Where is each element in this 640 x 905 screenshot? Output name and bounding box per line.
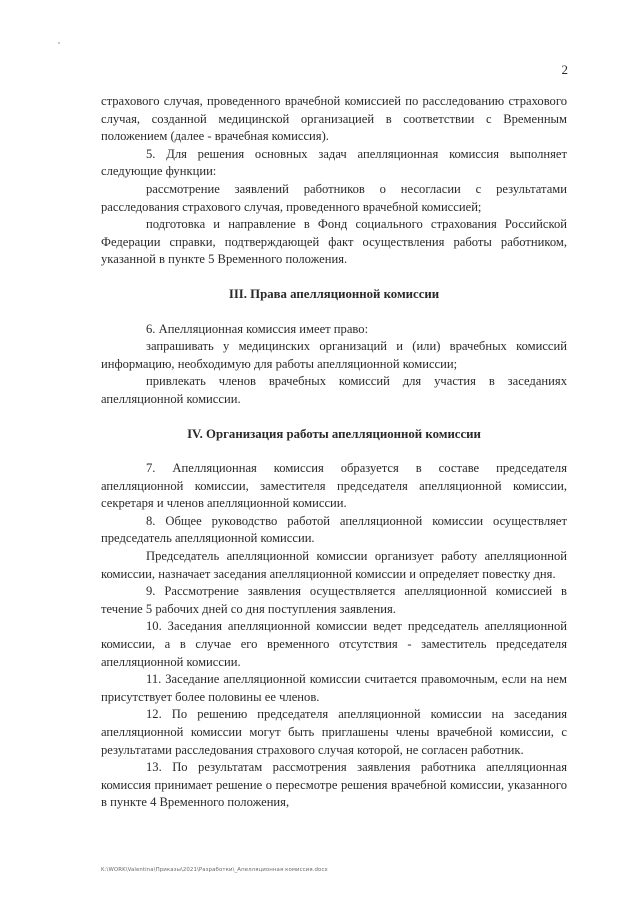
footer-file-path: K:\WORK\Valentina\Приказы\2021\Разработки\_Апелляционная комиссия.docx — [101, 867, 328, 873]
page-number: 2 — [561, 62, 568, 77]
paragraph-right-2: привлекать членов врачебных комиссий для участия в заседаниях апелляционной комиссии. — [101, 374, 567, 406]
paragraph-item-10: 10. Заседания апелляционной комиссии ведет председатель апелляционной комиссии, а в случае его временного отсутствия - заместитель председателя апелляционной комиссии. — [101, 619, 567, 669]
section-heading-3: III. Права апелляционной комиссии — [228, 286, 440, 301]
paragraph-item-5: 5. Для решения основных задач апелляционная комиссия выполняет следующие функции: — [101, 146, 567, 179]
paragraph-item-6: 6. Апелляционная комиссия имеет право: — [146, 321, 369, 336]
scan-speck — [58, 42, 60, 44]
paragraph-item-9: 9. Рассмотрение заявления осуществляется апелляционной комиссией в течение 5 рабочих дней со дня поступления заявления. — [101, 584, 567, 616]
section-heading-4: IV. Организация работы апелляционной комиссии — [187, 426, 481, 441]
paragraph-item-11: 11. Заседание апелляционной комиссии считается правомочным, если на нем присутствует более половины ее членов. — [101, 672, 567, 704]
document-body — [101, 93, 567, 812]
paragraph-continuation: страхового случая, проведенного врачебной комиссией по расследованию страхового случая, созданной медицинской организацией в соответствии с Временным положением (далее - врачебная комиссия). — [101, 94, 567, 144]
paragraph-chairman: Председатель апелляционной комиссии организует работу апелляционной комиссии, назначает заседания апелляционной комиссии и определяет повестку дня. — [101, 549, 567, 581]
paragraph-function-2: подготовка и направление в Фонд социального страхования Российской Федерации справки, подтверждающей факт осуществления работы работником, указанной в пункте 5 Временного положения. — [101, 217, 567, 267]
paragraph-function-1: рассмотрение заявлений работников о несогласии с результатами расследования страхового случая, проведенного врачебной комиссией; — [101, 181, 567, 214]
paragraph-item-13: 13. По результатам рассмотрения заявления работника апелляционная комиссия принимает решение о пересмотре решения врачебной комиссии, указанного в пункте 4 Временного положения, — [101, 760, 567, 810]
paragraph-item-7: 7. Апелляционная комиссия образуется в составе председателя апелляционной комиссии, заместителя председателя апелляционной комиссии, секретаря и членов апелляционной комиссии. — [101, 461, 567, 511]
paragraph-right-1: запрашивать у медицинских организаций и (или) врачебных комиссий информацию, необходимую для работы апелляционной комиссии; — [101, 339, 567, 371]
paragraph-item-12: 12. По решению председателя апелляционной комиссии на заседания апелляционной комиссии могут быть приглашены члены врачебной комиссии, с результатами расследования страхового случая которой, не согласен работник. — [101, 707, 567, 757]
paragraph-item-8: 8. Общее руководство работой апелляционной комиссии осуществляет председатель апелляционной комиссии. — [101, 513, 567, 546]
